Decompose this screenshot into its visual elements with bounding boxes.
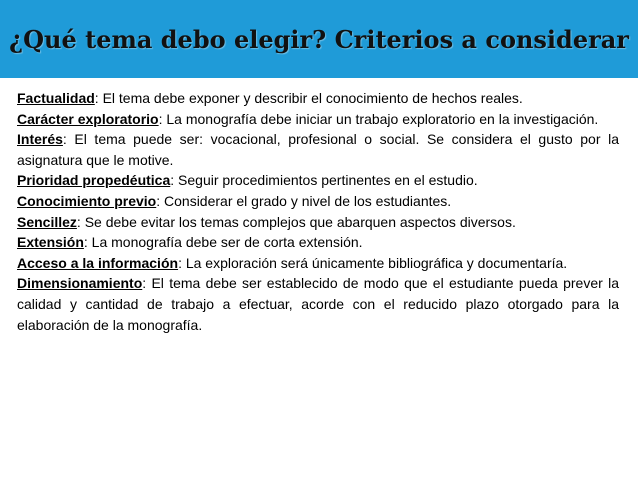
title-bar (0, 0, 638, 78)
criterion-separator: : (83, 234, 88, 251)
criterion-description: La monografía debe ser de corta extensión. (87, 234, 363, 251)
criterion-separator: : (170, 172, 175, 189)
criterion-description: Considerar el grado y nivel de los estudiantes. (160, 192, 452, 209)
criterion-separator: : (62, 131, 67, 148)
criterion-description: El tema debe exponer y describir el conocimiento de hechos reales. (98, 90, 523, 106)
criterion-term: Conocimiento previo (17, 192, 157, 209)
criterion-term: Extensión (17, 234, 84, 251)
criterion-description: La exploración será únicamente bibliográfica y documentaría. (181, 254, 568, 271)
criterion-term: Carácter exploratorio (17, 110, 159, 127)
criterion-term: Factualidad (17, 90, 95, 106)
criterion-term: Interés (17, 131, 63, 148)
criterion-factualidad (17, 88, 619, 109)
criterion-acceso-informacion (17, 253, 619, 274)
criterion-separator: : (158, 110, 163, 127)
criterion-separator: : (94, 90, 99, 106)
criterion-description: El tema puede ser: vocacional, profesional o social. Se considera el gusto por la asignatura que le motive. (17, 131, 619, 168)
criterion-term: Sencillez (17, 213, 77, 230)
criterion-term: Prioridad propedéutica (17, 172, 171, 189)
criterion-dimensionamiento (17, 273, 619, 335)
criterion-description: El tema debe ser establecido de modo que el estudiante pueda prever la calidad y cantidad de trabajo a efectuar, acorde con el reducido plazo otorgado para la elaboración de la monografía. (17, 275, 619, 333)
criterion-sencillez (17, 212, 619, 233)
criterion-conocimiento-previo (17, 191, 619, 212)
criterion-caracter-exploratorio (17, 109, 619, 130)
criterion-description: Seguir procedimientos pertinentes en el estudio. (174, 172, 478, 189)
criterion-separator: : (156, 192, 161, 209)
criterion-separator: : (178, 254, 182, 271)
slide-title: ¿Qué tema debo elegir? Criterios a considerar (9, 24, 629, 54)
criterion-interes (17, 129, 619, 170)
criterion-extension (17, 232, 619, 253)
criterion-separator: : (76, 213, 81, 230)
criterion-prioridad-propedeutica (17, 170, 619, 191)
criterion-term: Dimensionamiento (17, 275, 143, 292)
criteria-list (17, 88, 619, 335)
criterion-description: Se debe evitar los temas complejos que abarquen aspectos diversos. (80, 213, 516, 230)
criterion-separator: : (142, 275, 147, 292)
criterion-description: La monografía debe iniciar un trabajo exploratorio en la investigación. (162, 110, 599, 127)
criterion-term: Acceso a la información (17, 254, 179, 271)
